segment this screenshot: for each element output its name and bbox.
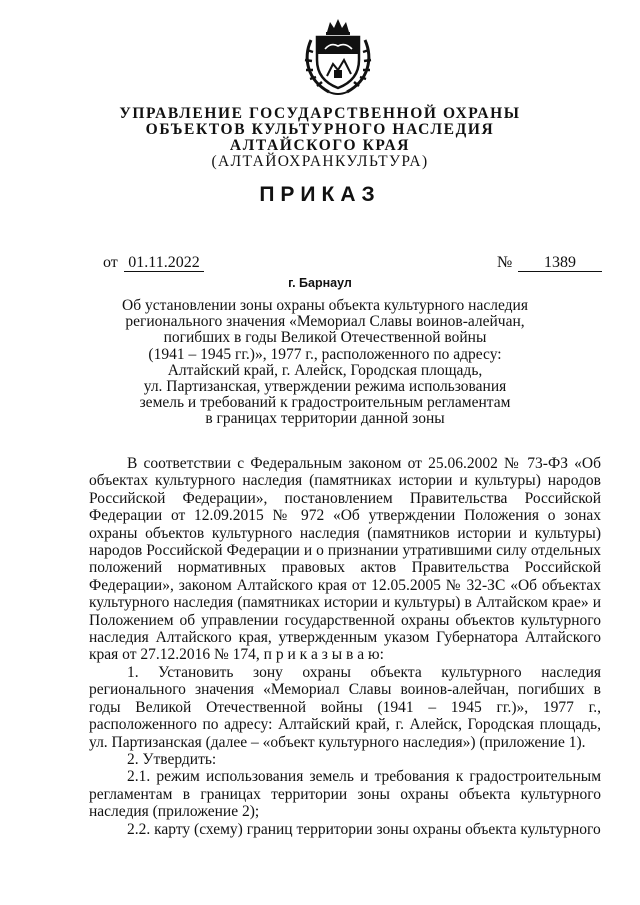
city-name: г. Барнаул [288,276,352,290]
document-title: ПРИКАЗ [259,183,381,206]
body-paragraph-item-2-2: 2.2. карту (схему) границ территории зоны охраны объекта культурного [127,820,601,838]
org-abbreviation: (АЛТАЙОХРАНКУЛЬТУРА) [211,153,429,170]
coat-of-arms-emblem [297,10,379,98]
org-line-1: УПРАВЛЕНИЕ ГОСУДАРСТВЕННОЙ ОХРАНЫ [119,105,521,122]
order-subject [100,298,550,428]
body-paragraph-item-1: 1. Установить зону охраны объекта культурного наследия регионального значения «Мемориал Славы воинов-алейчан, погибших в годы Великой Отечественной войны (1941 – 1945 гг.)», 1977 г., расположенного по адресу: Алтайский край, г. Алейск, Городская площадь, ул. Партизанская (далее – «объект культурного наследия») (приложение 1). [89,663,601,751]
number-label: № [497,254,513,271]
date-label: от [103,254,118,271]
subject-line: погибших в годы Великой Отечественной войны [163,329,487,347]
date-value: 01.11.2022 [124,254,204,272]
order-body [89,455,601,838]
subject-line: земель и требований к градостроительным регламентам [139,394,511,412]
org-line-3: АЛТАЙСКОГО КРАЯ [229,137,411,154]
number-value: 1389 [518,254,602,272]
body-paragraph-item-2-1: 2.1. режим использования земель и требования к градостроительным регламентам в границах территории зоны охраны объекта культурного наследия (приложение 2); [89,768,601,821]
subject-line: Об установлении зоны охраны объекта культурного наследия [122,297,528,314]
subject-line: (1941 – 1945 гг.)», 1977 г., расположенного по адресу: [148,345,502,363]
org-line-2: ОБЪЕКТОВ КУЛЬТУРНОГО НАСЛЕДИЯ [145,121,495,138]
body-paragraph-item-2: 2. Утвердить: [127,750,217,768]
subject-line: в границах территории данной зоны [205,410,445,428]
subject-line: регионального значения «Мемориал Славы воинов-алейчан, [125,313,525,331]
subject-line: Алтайский край, г. Алейск, Городская площадь, [167,361,483,379]
subject-line: ул. Партизанская, утверждении режима использования [143,378,507,396]
body-paragraph-preamble: В соответствии с Федеральным законом от 25.06.2002 № 73-ФЗ «Об объектах культурного наследия (памятниках истории и культуры) народов Российской Федерации», постановлением Правительства Российской Федерации от 12.09.2015 № 972 «Об утверждении Положения о зонах охраны объектов культурного наследия (памятников истории и культуры) народов Российской Федерации и о признании утратившими силу отдельных положений нормативных правовых актов Правительства Российской Федерации», законом Алтайского края от 12.05.2005 № 32-ЗС «Об объектах культурного наследия (памятниках истории и культуры) в Алтайском крае» и Положением об управлении государственной охраны объектов культурного наследия Алтайского края, утвержденным указом Губернатора Алтайского края от 27.12.2016 № 174, п р и к а з ы в а ю: [89,455,601,664]
organization-name [0,106,640,170]
